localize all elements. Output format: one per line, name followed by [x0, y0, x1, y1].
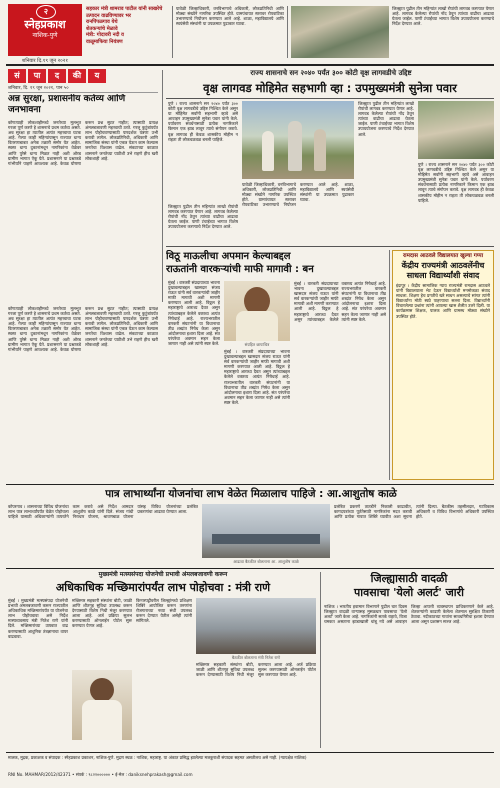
editorial-letter: य [88, 69, 106, 83]
editorial-letter: की [68, 69, 86, 83]
top-brief-2: जिल्ह्यात पुढील तीन महिन्यांत लाखो रोपांची लागवड करण्यात येणार आहे. लागवड केलेल्या रोपांची नोंद ठेवून त्यांच्या वाढीचा आढावा घेतला जाईल. पाणी टंचाईच्या भागात विशेष उपाययोजना करण्याचे निर्देश देण्यात आले. [392, 6, 494, 27]
fisheries-body-col3: किनारपट्टीवरील जिल्ह्यांमध्ये प्रशिक्षण शिबिरे आयोजित करून तरुणांना रोजगाराच्या नव्या संधी उपलब्ध करून देण्यात येतील असेही त्यांनी सांगितले. [136, 598, 192, 624]
lead-photo-figure [262, 131, 274, 171]
beneficiary-photo-caption: आढावा बैठकीत बोलताना आ. आशुतोष काळे [233, 559, 299, 564]
teaser-line: मंत्री: गोदावरी नदी व [86, 32, 124, 38]
top-brief-1: यावेळी जिल्हाधिकारी, वनविभागाचे अधिकारी, लोकप्रतिनिधी आणि मोठ्या संख्येने नागरिक उपस्थित होते. ग्रामपंचायत स्तरावर रोपवाटिका उभारण्याचे नियोजन करण्यात आले आहे. शाळा, महाविद्यालये आणि स्वयंसेवी संस्थांनी या उपक्रमात पुढाकार घ्यावा. [176, 6, 284, 27]
newspaper-name: स्नेहप्रकाश [24, 18, 66, 31]
masthead-dateline: शनिवार दि.१९ जून २०२१ [22, 58, 68, 64]
editorial-dateline: शनिवार, दि. १९ जून २०२१, पान ५० [8, 86, 158, 93]
ramdas-headline: केंद्रीय राज्यमंत्री आठवलेंनीच साधला विद्यार्थ्यांशी संवाद [401, 261, 485, 280]
ramdas-kicker: रामदास आठवले विद्यालयात खुल्या गप्पा [402, 253, 484, 259]
fisheries-photo-figure [90, 678, 114, 702]
fisheries-photo-figure [82, 700, 122, 740]
editorial-letter: सं [8, 69, 26, 83]
lead-body-col1b: जिल्ह्यात पुढील तीन महिन्यांत लाखो रोपांची लागवड करण्यात येणार आहे. लागवड केलेल्या रोपांची नोंद ठेवून त्यांच्या वाढीचा आढावा घेतला जाईल. पाणी टंचाईच्या भागात विशेष उपाययोजना करण्याचे निर्देश देण्यात आले. [168, 204, 238, 230]
editorial-banner [8, 69, 108, 83]
ramdas-box [392, 250, 494, 480]
vithu-photo-caption: संग्रहित छायाचित्र [244, 342, 270, 347]
masthead-rule [6, 64, 494, 66]
lead-photo [242, 101, 354, 179]
rain-headline: पावसाचा 'येलो अलर्ट' जारी [353, 586, 464, 599]
fisheries-photo [72, 670, 132, 740]
fisheries-photo-caption: बैठकीत बोलताना मंत्री नितेश राणे [231, 655, 281, 660]
editorial-letter: पा [28, 69, 46, 83]
footer-contact: RNI No. MAHMAR/2012/42371 • संपर्क : ९८२२०००००० • ई-मेल : daniksnehprakash@gmail.com [8, 772, 193, 777]
fisheries-headline: अधिकाधिक मच्छिमारांपर्यंत लाभ पोहोचवा : मंत्री राणे [55, 581, 271, 594]
lead-body-col4: पुणे । राज्य शासनाने सन २०४० पर्यंत ३०० कोटी वृक्ष लागवडीचे उद्दिष्ट निश्चित केले असून या मोहिमेत सर्वांनी सहभागी व्हावे असे आवाहन उपमुख्यमंत्री सुनेत्रा पवार यांनी केले. पर्यावरण संवर्धनासाठी प्रत्येक नागरिकाने किमान एक झाड लावून त्याचे संगोपन करावे. वृक्ष लागवड ही केवळ शासकीय मोहीम न राहता ती लोकचळवळ बनली पाहिजे. [418, 162, 494, 203]
beneficiary-photo-table [212, 534, 320, 544]
lead-body-col3: जिल्ह्यात पुढील तीन महिन्यांत लाखो रोपांची लागवड करण्यात येणार आहे. लागवड केलेल्या रोपांची नोंद ठेवून त्यांच्या वाढीचा आढावा घेतला जाईल. पाणी टंचाईच्या भागात विशेष उपाययोजना करण्याचे निर्देश देण्यात आले. [358, 101, 414, 137]
beneficiary-body-col2: प्रलंबित प्रकरणे तातडीने निकाली काढावीत, कागदपत्रांच्या पूर्ततेसाठी नागरिकांना मदत करावी आणि प्रत्येक गावात शिबिरे घ्यावीत अशा सूचना त्यांनी दिल्या. बैठकीस तहसीलदार, गटविकास अधिकारी व विविध विभागांचे अधिकारी उपस्थित होते. [334, 504, 494, 520]
lead-rule [166, 98, 494, 99]
vithu-headline-1: विठू माऊलीचा अपमान केल्याबद्दल [166, 251, 291, 262]
column-rule [172, 6, 173, 58]
footer-imprint: मालक, मुद्रक, प्रकाशक व संपादक : स्नेहप्रकाश प्रकाशन, नाशिक-पुणे. मुद्रण स्थळ : नाशिक, महाराष्ट्र. या अंकात प्रसिद्ध झालेल्या मजकुराशी संपादक सहमत असतीलच असे नाही. (न्यायक्षेत्र नाशिक) [8, 755, 307, 760]
rain-body: नाशिक । भारतीय हवामान विभागाने पुढील चार दिवस जिल्ह्यात वादळी वाऱ्यासह मुसळधार पावसाचा 'येलो अलर्ट' जारी केला आहे. नागरिकांनी सतर्क राहावे, विजा चमकत असताना झाडाखाली थांबू नये असे आवाहन जिल्हा आपत्ती व्यवस्थापन प्राधिकरणाने केले आहे. शेतकऱ्यांनी काढणी केलेला शेतमाल सुरक्षित ठिकाणी ठेवावा. नदीकाठच्या गावांना सावधगिरीचा इशारा देण्यात आला असून प्रशासन सज्ज आहे. [324, 604, 494, 625]
masthead [8, 4, 82, 56]
ramdas-body: इंदापूर । केंद्रीय सामाजिक न्याय राज्यमंत्री रामदास आठवले यांनी विद्यालयाला भेट देऊन विद्यार्थ्यांशी मनमोकळा संवाद साधला. शिक्षण हेच प्रगतीचे खरे साधन असल्याचे सांगत त्यांनी विद्यार्थ्यांना मोठी स्वप्ने पाहण्याचा सल्ला दिला. विद्यार्थ्यांनी विचारलेल्या प्रश्नांना त्यांनी आपल्या खास शैलीत उत्तरे दिली. या कार्यक्रमास शिक्षक, पालक आणि ग्रामस्थ मोठ्या संख्येने उपस्थित होते. [396, 283, 490, 319]
lead-photo-figure [314, 129, 326, 171]
teaser-line: सहकार मंत्री शामराव पाटील यांनी साखरेचे [86, 6, 163, 12]
fisheries-body-col1: मुंबई । मुख्यमंत्री मत्स्यसंपदा योजनेची प्रभावी अंमलबजावणी करून राज्यातील अधिकाधिक मच्छिमारांपर्यंत या योजनेचा लाभ पोहोचवावा असे निर्देश मत्स्यव्यवसाय मंत्री नितेश राणे यांनी दिले. मच्छिमारांच्या उत्पन्नात वाढ करण्यासाठी आधुनिक तंत्रज्ञानाचा वापर वाढवावा. [8, 598, 68, 639]
editorial-headline: अन्न सुरक्षा, प्रशासनीय कर्तव्य आणि जनभावना [8, 94, 126, 115]
column-rule [162, 70, 163, 302]
vithu-headline-2: राऊतांनी वारकऱ्यांची माफी मागावी : बन [166, 264, 314, 275]
masthead-teasers [86, 6, 168, 60]
column-rule [389, 250, 390, 480]
column-rule [320, 572, 321, 748]
lead-photo-small [418, 101, 494, 159]
footer-rule [6, 752, 494, 753]
lead-headline: वृक्ष लागवड मोहिमेत सहभागी व्हा : उपमुख्यमंत्री सुनेत्रा पवार [203, 81, 457, 95]
fisheries-meeting-photo [196, 598, 316, 654]
teaser-line: उत्पादन वाढविण्यावर भर [86, 12, 131, 19]
top-photo [291, 6, 389, 58]
editorial-continuation: कोणत्याही लोकशाहीमध्ये जनतेच्या मूलभूत गरजा पूर्ण करणे हे शासनाचे प्रथम कर्तव्य असते. अन्न सुरक्षा हा त्यातील अत्यंत महत्त्वाचा घटक आहे. गेल्या काही महिन्यांपासून राज्यात धान्य वितरणाबाबत अनेक तक्रारी समोर येत आहेत. स्वस्त धान्य दुकानांमधून नागरिकांना वेळेवर आणि पुरेसे धान्य मिळत नाही अशी ओरड ग्रामीण भागात ऐकू येते. प्रशासनाने या प्रश्नाकडे गांभीर्याने पाहणे आवश्यक आहे. केवळ घोषणा करून प्रश्न सुटत नाहीत; त्यासाठी प्रत्यक्ष अंमलबजावणी महत्त्वाची ठरते. गरजू कुटुंबांपर्यंत लाभ पोहोचवण्यासाठी पारदर्शक यंत्रणा उभी करावी लागेल. लोकप्रतिनिधी, अधिकारी आणि सामाजिक संस्था यांनी एकत्र येऊन काम केल्यास जनतेचा विश्वास वाढेल. संकटाच्या काळात शासनाने जनतेच्या पाठीशी उभे राहणे हीच खरी लोकशाही आहे. [8, 306, 158, 352]
rain-kicker: जिल्ह्यासाठी वादळी [370, 572, 448, 585]
teaser-line: रानपिंपळगाव येथे [86, 19, 118, 25]
fisheries-body-col4: मच्छिमार सहकारी संस्थांना बोटी, जाळी आणि शीतगृह सुविधा उपलब्ध करून देण्यासाठी विशेष निधी मंजूर करण्यात आला आहे. अर्ज प्रक्रिया सुलभ करण्यासाठी ऑनलाईन पोर्टल सुरू करण्यात येणार आहे. [196, 662, 316, 678]
edition-label: नाशिक-पुणे [32, 32, 58, 39]
lead-kicker: राज्य शासनाचे सन २०४० पर्यंत ३०० कोटी वृक्ष लागवडीचे उद्दिष्ट [250, 69, 412, 77]
vithu-body-col1: मुंबई । वारकरी संप्रदायाच्या भावना दुखावल्याबद्दल खासदार संजय राऊत यांनी सर्व वारकऱ्यांची जाहीर माफी मागावी अशी मागणी करण्यात आली आहे. विठ्ठल हे महाराष्ट्राचे आराध्य दैवत असून त्यांच्याबद्दल केलेले वक्तव्य अत्यंत निषेधार्ह आहे. राज्यभरातील वारकरी संघटनांनी या विधानाचा तीव्र शब्दांत निषेध केला असून आंदोलनाचा इशारा दिला आहे. संत परंपरेचा अवमान सहन केला जाणार नाही असे त्यांनी स्पष्ट केले. [168, 280, 220, 347]
fisheries-body-col2: मच्छिमार सहकारी संस्थांना बोटी, जाळी आणि शीतगृह सुविधा उपलब्ध करून देण्यासाठी विशेष निधी मंजूर करण्यात आला आहे. अर्ज प्रक्रिया सुलभ करण्यासाठी ऑनलाईन पोर्टल सुरू करण्यात येणार आहे. [72, 598, 132, 629]
section-rule [166, 246, 494, 247]
beneficiary-photo [202, 504, 330, 558]
editorial-body: कोणत्याही लोकशाहीमध्ये जनतेच्या मूलभूत गरजा पूर्ण करणे हे शासनाचे प्रथम कर्तव्य असते. अन्न सुरक्षा हा त्यातील अत्यंत महत्त्वाचा घटक आहे. गेल्या काही महिन्यांपासून राज्यात धान्य वितरणाबाबत अनेक तक्रारी समोर येत आहेत. स्वस्त धान्य दुकानांमधून नागरिकांना वेळेवर आणि पुरेसे धान्य मिळत नाही अशी ओरड ग्रामीण भागात ऐकू येते. प्रशासनाने या प्रश्नाकडे गांभीर्याने पाहणे आवश्यक आहे. केवळ घोषणा करून प्रश्न सुटत नाहीत; त्यासाठी प्रत्यक्ष अंमलबजावणी महत्त्वाची ठरते. गरजू कुटुंबांपर्यंत लाभ पोहोचवण्यासाठी पारदर्शक यंत्रणा उभी करावी लागेल. लोकप्रतिनिधी, अधिकारी आणि सामाजिक संस्था यांनी एकत्र येऊन काम केल्यास जनतेचा विश्वास वाढेल. संकटाच्या काळात शासनाने जनतेच्या पाठीशी उभे राहणे हीच खरी लोकशाही आहे. [8, 120, 158, 166]
section-rule [6, 568, 494, 569]
lead-photo-figure [288, 121, 302, 171]
lead-body-col1: पुणे । राज्य शासनाने सन २०४० पर्यंत ३०० कोटी वृक्ष लागवडीचे उद्दिष्ट निश्चित केले असून या मोहिमेत सर्वांनी सहभागी व्हावे असे आवाहन उपमुख्यमंत्री सुनेत्रा पवार यांनी केले. पर्यावरण संवर्धनासाठी प्रत्येक नागरिकाने किमान एक झाड लावून त्याचे संगोपन करावे. वृक्ष लागवड ही केवळ शासकीय मोहीम न राहता ती लोकचळवळ बनली पाहिजे. [168, 101, 238, 142]
column-rule [287, 6, 288, 58]
beneficiary-body-col1: कोपरगाव । शासनाच्या विविध योजनांचा लाभ पात्र लाभार्थ्यांपर्यंत वेळेत पोहोचला पाहिजे यासाठी अधिकाऱ्यांनी तत्परतेने काम करावे असे निर्देश आमदार आशुतोष काळे यांनी दिले. संजय गांधी निराधार योजना, श्रावणबाळ योजना यांसह विविध योजनांच्या प्रलंबित प्रकरणांचा आढावा घेण्यात आला. [8, 504, 198, 520]
teaser-line: शेतकऱ्यांचे मेळावे [86, 25, 118, 32]
section-rule [6, 484, 494, 485]
masthead-logo-mark: २ [36, 5, 56, 19]
vithu-body-col3: मुंबई । वारकरी संप्रदायाच्या भावना दुखावल्याबद्दल खासदार संजय राऊत यांनी सर्व वारकऱ्यांची जाहीर माफी मागावी अशी मागणी करण्यात आली आहे. विठ्ठल हे महाराष्ट्राचे आराध्य दैवत असून त्यांच्याबद्दल केलेले वक्तव्य अत्यंत निषेधार्ह आहे. राज्यभरातील वारकरी संघटनांनी या विधानाचा तीव्र शब्दांत निषेध केला असून आंदोलनाचा इशारा दिला आहे. संत परंपरेचा अवमान सहन केला जाणार नाही असे त्यांनी स्पष्ट केले. [294, 281, 386, 322]
fisheries-kicker: मुख्यमंत्री मत्स्यसंपदा योजनेची प्रभावी अंमलबजावणी करून [98, 571, 228, 578]
vithu-body-col2: मुंबई । वारकरी संप्रदायाच्या भावना दुखावल्याबद्दल खासदार संजय राऊत यांनी सर्व वारकऱ्यांची जाहीर माफी मागावी अशी मागणी करण्यात आली आहे. विठ्ठल हे महाराष्ट्राचे आराध्य दैवत असून त्यांच्याबद्दल केलेले वक्तव्य अत्यंत निषेधार्ह आहे. राज्यभरातील वारकरी संघटनांनी या विधानाचा तीव्र शब्दांत निषेध केला असून आंदोलनाचा इशारा दिला आहे. संत परंपरेचा अवमान सहन केला जाणार नाही असे त्यांनी स्पष्ट केले. [224, 349, 290, 405]
vithu-photo-figure [236, 311, 278, 341]
lead-body-under-photo: यावेळी जिल्हाधिकारी, वनविभागाचे अधिकारी, लोकप्रतिनिधी आणि मोठ्या संख्येने नागरिक उपस्थित होते. ग्रामपंचायत स्तरावर रोपवाटिका उभारण्याचे नियोजन करण्यात आले आहे. शाळा, महाविद्यालये आणि स्वयंसेवी संस्थांनी या उपक्रमात पुढाकार घ्यावा. [242, 182, 354, 208]
editorial-letter: द [48, 69, 66, 83]
vithu-photo [224, 281, 290, 341]
beneficiary-headline: पात्र लाभार्थ्यांना योजनांचा लाभ वेळेत मिळालाच पाहिजे : आ.आशुतोष काळे [105, 488, 397, 500]
teaser-line: वाळूमाफिया नियंत्रण [86, 38, 123, 45]
